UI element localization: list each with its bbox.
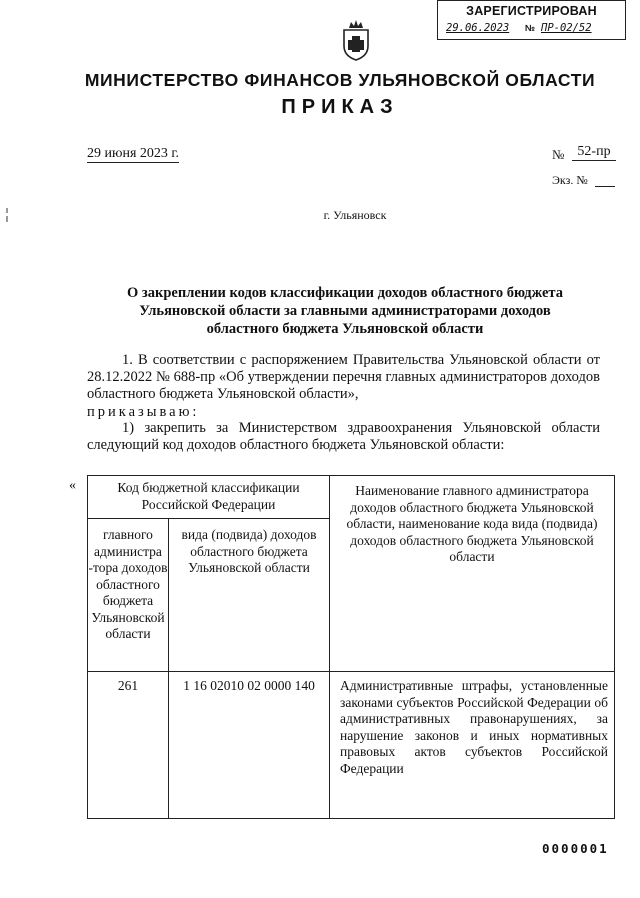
admin-code-cell: 261 [88,672,169,819]
document-serial-number: 0000001 [542,841,609,856]
stamp-date: 29.06.2023 [446,22,510,34]
paragraph-2: 1) закрепить за Министерством здравоохранения Ульяновской области следующий код доходов областного бюджета Ульяновской области: [87,420,600,454]
paragraph-1 [87,352,600,421]
table-row [88,672,615,819]
paragraph-1-text: 1. В соответствии с распоряжением Правительства Ульяновской области от 28.12.2022 № 688-пр «Об утверждении перечня главных администраторов доходов областного бюджета Ульяновской области», [87,352,600,403]
order-number: 52-пр [572,143,616,161]
document-heading: О закреплении кодов классификации доходов областного бюджета Ульяновской области за главными администраторами доходов областного бюджета Ульяновской области [127,285,563,337]
table-header-admin: главного администра -тора доходов областного бюджета Ульяновской области [88,519,169,672]
order-word: приказываю: [87,403,200,420]
city: г. Ульяновск [323,208,387,222]
opening-quote: « [69,478,76,493]
table-header-name: Наименование главного администратора доходов областного бюджета Ульяновской области, наименование кода вида (подвида) доходов областного бюджета Ульяновской области [330,476,615,672]
order-date: 29 июня 2023 г. [87,146,180,161]
order-number-sign: № [552,147,565,162]
ministry-title: МИНИСТЕРСТВО ФИНАНСОВ УЛЬЯНОВСКОЙ ОБЛАСТИ [84,70,596,90]
income-name-cell: Административные штрафы, установленные законами субъектов Российской Федерации об административных правонарушениях, за нарушение законов и иных нормативных правовых актов субъектов Российской Федерации [330,672,615,819]
table-header-group: Код бюджетной классификации Российской Федерации [88,476,330,519]
registration-stamp [437,0,626,40]
document-type: ПРИКАЗ [281,96,399,118]
codes-table [87,475,615,819]
stamp-number-sign: № [525,23,536,33]
copy-number-label: Экз. № [552,173,588,187]
stamp-number: ПР-02/52 [541,22,592,34]
copy-number-line [595,186,615,187]
stamp-title: ЗАРЕГИСТРИРОВАН [466,4,597,18]
table-header-income: вида (подвида) доходов областного бюджета Ульяновской области [169,519,330,672]
income-code-cell: 1 16 02010 02 0000 140 [169,672,330,819]
coat-of-arms-icon [339,18,373,62]
